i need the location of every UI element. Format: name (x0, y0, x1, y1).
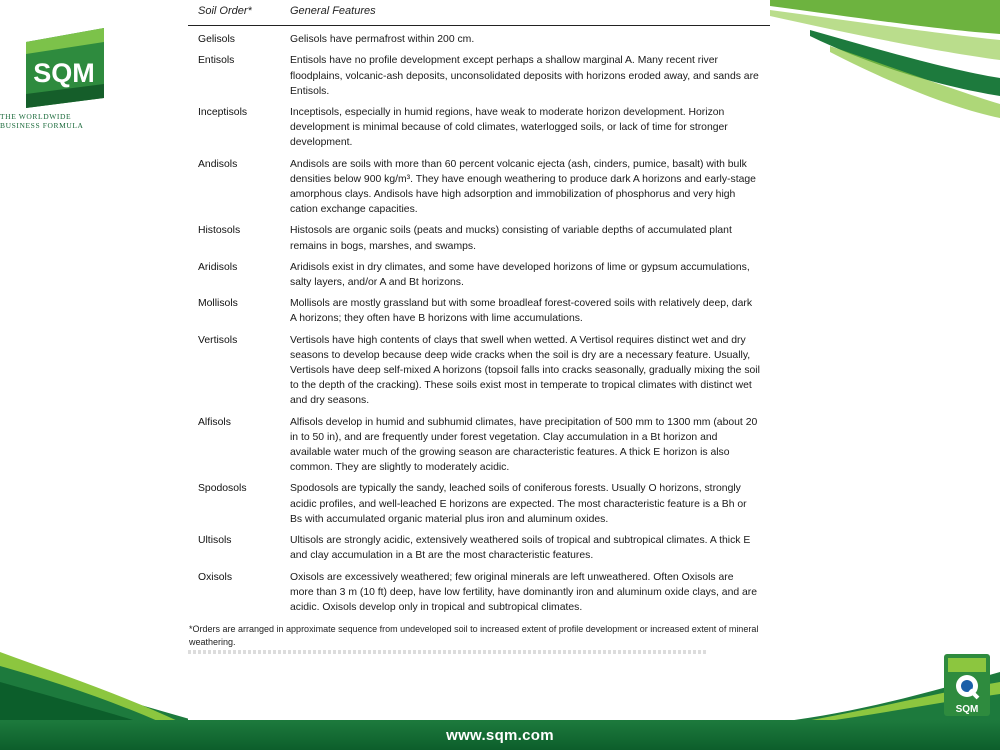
sqm-logo-badge-icon (18, 28, 104, 108)
soil-order-name: Entisols (198, 55, 235, 67)
soil-order-features: Histosols are organic soils (peats and mucks) consisting of variable depths of accumulated plant remains in bogs, marshes, and swamps. (290, 225, 732, 252)
soil-order-features: Alfisols develop in humid and subhumid climates, have precipitation of 500 mm to 1300 mm (about 20 in to 50 in), and are frequently under forest vegetation. Clay accumulation in a Bt horizon and available water much of the growing season are characteristic features. A thick E horizon is also common. They are slightly to moderately acidic. (290, 416, 758, 474)
table-row (188, 157, 770, 218)
soil-order-features: Aridisols exist in dry climates, and some have developed horizons of lime or gypsum accumulations, salty layers, and/or A and Bt horizons. (290, 261, 750, 289)
soil-order-features: Entisols have no profile development except perhaps a shallow marginal A. Many recent river floodplains, volcanic-ash deposits, unconsolidated deposits with horizons eroded away, and sands are Entisols. (290, 55, 759, 97)
soil-order-name: Andisols (198, 158, 238, 170)
soil-order-features: Inceptisols, especially in humid regions, have weak to moderate horizon development. Horizon development is minimal because of cold climates, waterlogged soils, or lack of time for stronger development. (290, 107, 728, 149)
table-row (188, 223, 770, 253)
soil-order-features: Mollisols are mostly grassland but with some broadleaf forest-covered soils with relatively deep, dark A horizons; they often have B horizons with lime accumulations. (290, 298, 753, 325)
soil-order-name: Ultisols (198, 535, 232, 547)
table-row (188, 105, 770, 151)
soil-orders-table (188, 0, 770, 720)
soil-order-features: Oxisols are excessively weathered; few original minerals are left unweathered. Often Oxisols are more than 3 m (10 ft) deep, have low fertility, have dominantly iron and aluminum oxide clays, and are acidic. Oxisols develop only in tropical and subtropical climates. (290, 571, 758, 613)
header-general-features: General Features (290, 5, 376, 17)
soil-order-name: Histosols (198, 225, 241, 237)
table-row (188, 296, 770, 326)
table-row (188, 570, 770, 616)
soil-order-features: Vertisols have high contents of clays that swell when wetted. A Vertisol requires distinct wet and dry seasons to develop because deep wide cracks when the soil is dry are a necessary feature. Usually, Vertisols have deep self-mixed A horizons (topsoil falls into cracks seasonally, gradually mixing the soil to the depth of the cracking). These soils exist most in temperate to tropical climates with distinct wet and dry seasons. (290, 334, 760, 407)
soil-order-features: Spodosols are typically the sandy, leached soils of coniferous forests. Usually O horizons, strongly acidic profiles, and well-leached E horizons are expected. The most characteristic feature is a Bh or Bs with accumulated organic material plus iron and aluminum oxides. (290, 483, 747, 525)
table-header-row (188, 0, 770, 26)
soil-order-name: Aridisols (198, 261, 238, 273)
logo-brand-text: SQM (33, 58, 95, 88)
table-row (188, 415, 770, 476)
cut-off-text-line (188, 650, 708, 654)
header-soil-order: Soil Order* (198, 5, 252, 17)
soil-order-features: Ultisols are strongly acidic, extensively weathered soils of tropical and subtropical climates. A thick E and clay accumulation in a Bt are the most characteristic features. (290, 535, 751, 562)
small-logo-brand: SQM (955, 704, 979, 715)
sqm-small-logo-icon (942, 652, 992, 718)
table-row (188, 333, 770, 409)
table-row (188, 481, 770, 527)
table-footnote: *Orders are arranged in approximate sequence from undeveloped soil to increased extent of profile development or increased extent of mineral weathering. (189, 624, 759, 647)
soil-order-name: Mollisols (198, 298, 238, 310)
soil-order-name: Alfisols (198, 416, 231, 428)
soil-order-features: Gelisols have permafrost within 200 cm. (290, 34, 475, 46)
bottom-left-swoosh-graphic (0, 652, 200, 722)
soil-order-name: Gelisols (198, 34, 235, 46)
soil-order-name: Inceptisols (198, 107, 248, 119)
footer-website-link[interactable]: www.sqm.com (446, 726, 554, 744)
soil-order-name: Vertisols (198, 334, 238, 346)
soil-order-features: Andisols are soils with more than 60 percent volcanic ejecta (ash, cinders, pumice, basalt) with bulk densities below 900 kg/m³. They have enough weathering to produce dark A horizons and early-stage amorphous clays. Andisols have high adsorption and immobilization of phosphorus and very high cation exchange capacities. (290, 158, 756, 216)
table-row (188, 533, 770, 563)
soil-order-name: Oxisols (198, 571, 233, 583)
logo-tagline-line2: BUSINESS FORMULA (0, 121, 84, 130)
logo-tagline-line1: THE WORLDWIDE (0, 112, 72, 121)
table-row (188, 32, 770, 47)
top-right-swoosh-graphic (770, 0, 1000, 120)
footer-bar (0, 720, 1000, 750)
soil-order-name: Spodosols (198, 483, 247, 495)
table-row (188, 53, 770, 99)
table-row (188, 260, 770, 290)
table-body (188, 26, 770, 615)
logo-tagline (0, 112, 112, 130)
